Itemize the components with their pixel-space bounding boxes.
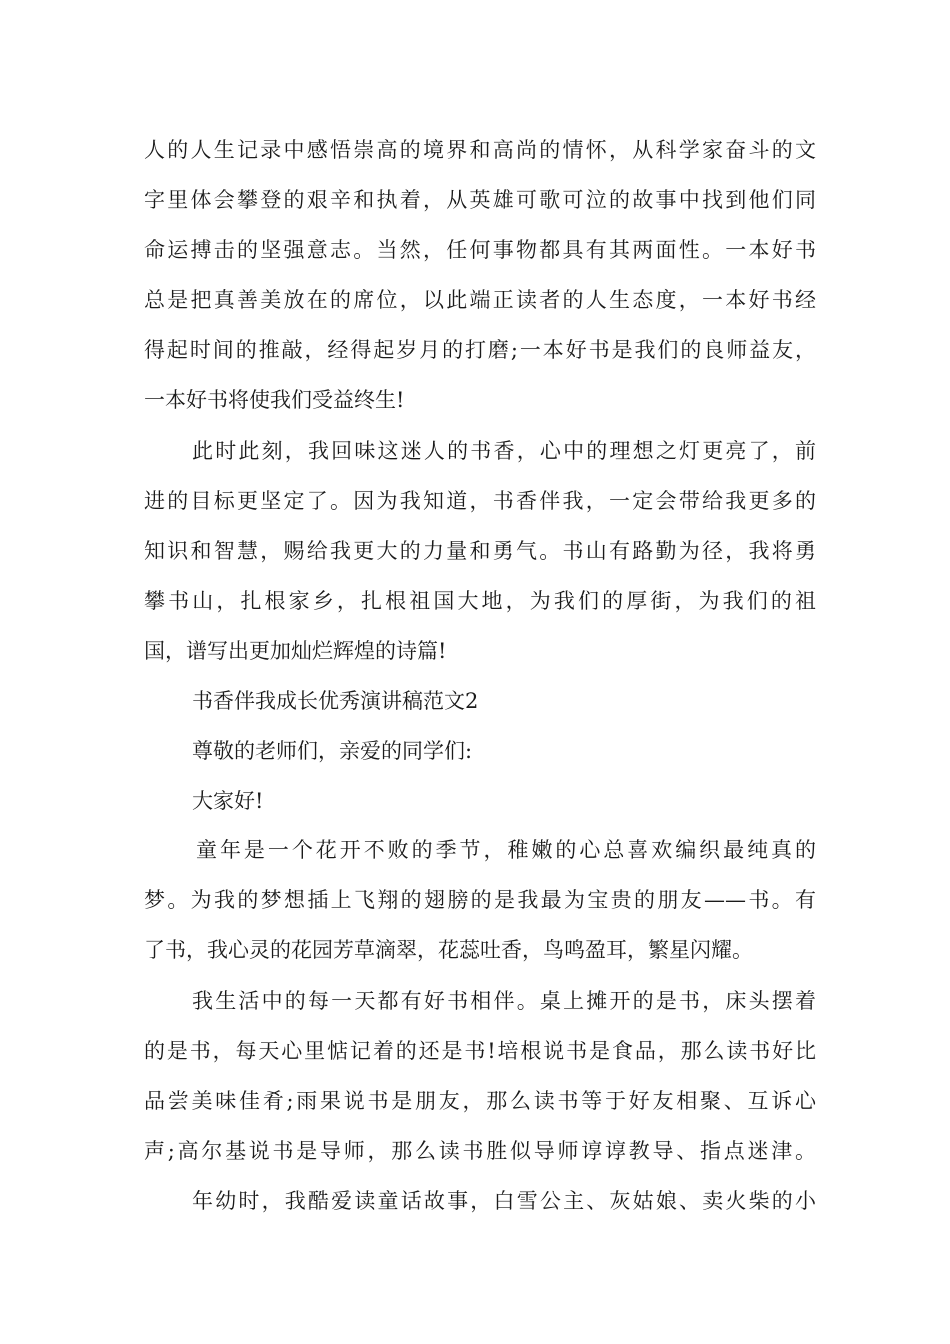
text-line: 字里体会攀登的艰辛和执着，从英雄可歌可泣的故事中找到他们同 — [144, 188, 816, 212]
text-line: 梦。为我的梦想插上飞翔的翅膀的是我最为宝贵的朋友——书。有 — [144, 888, 816, 912]
text-line: 攀书山，扎根家乡，扎根祖国大地，为我们的厚街，为我们的祖 — [144, 589, 816, 613]
text-line: 童年是一个花开不败的季节，稚嫩的心总喜欢编织最纯真的 — [196, 838, 816, 862]
text-line: 总是把真善美放在的席位，以此端正读者的人生态度，一本好书经 — [144, 288, 816, 312]
greeting: 大家好! — [192, 789, 264, 813]
text-line: 我生活中的每一天都有好书相伴。桌上摊开的是书，床头摆着 — [192, 989, 816, 1013]
text-line: 进的目标更坚定了。因为我知道，书香伴我，一定会带给我更多的 — [144, 489, 816, 513]
text-line: 年幼时，我酷爱读童话故事，白雪公主、灰姑娘、卖火柴的小 — [192, 1189, 816, 1213]
text-line: 的是书，每天心里惦记着的还是书!培根说书是食品，那么读书好比 — [144, 1039, 816, 1063]
text-line: 一本好书将使我们受益终生! — [144, 388, 405, 412]
text-line: 声;高尔基说书是导师，那么读书胜似导师谆谆教导、指点迷津。 — [144, 1139, 816, 1163]
text-line: 人的人生记录中感悟崇高的境界和高尚的情怀，从科学家奋斗的文 — [144, 138, 816, 162]
text-line: 此时此刻，我回味这迷人的书香，心中的理想之灯更亮了，前 — [192, 439, 816, 463]
text-line: 国，谱写出更加灿烂辉煌的诗篇! — [144, 639, 447, 663]
salutation: 尊敬的老师们，亲爱的同学们: — [192, 739, 473, 763]
text-line: 得起时间的推敲，经得起岁月的打磨;一本好书是我们的良师益友， — [144, 338, 816, 362]
text-line: 命运搏击的坚强意志。当然，任何事物都具有其两面性。一本好书 — [144, 238, 816, 262]
text-line: 品尝美味佳肴;雨果说书是朋友，那么读书等于好友相聚、互诉心 — [144, 1089, 816, 1113]
section-title: 书香伴我成长优秀演讲稿范文2 — [192, 689, 479, 713]
text-line: 知识和智慧，赐给我更大的力量和勇气。书山有路勤为径，我将勇 — [144, 539, 816, 563]
text-line: 了书，我心灵的花园芳草滴翠，花蕊吐香，鸟鸣盈耳，繁星闪耀。 — [144, 938, 753, 962]
